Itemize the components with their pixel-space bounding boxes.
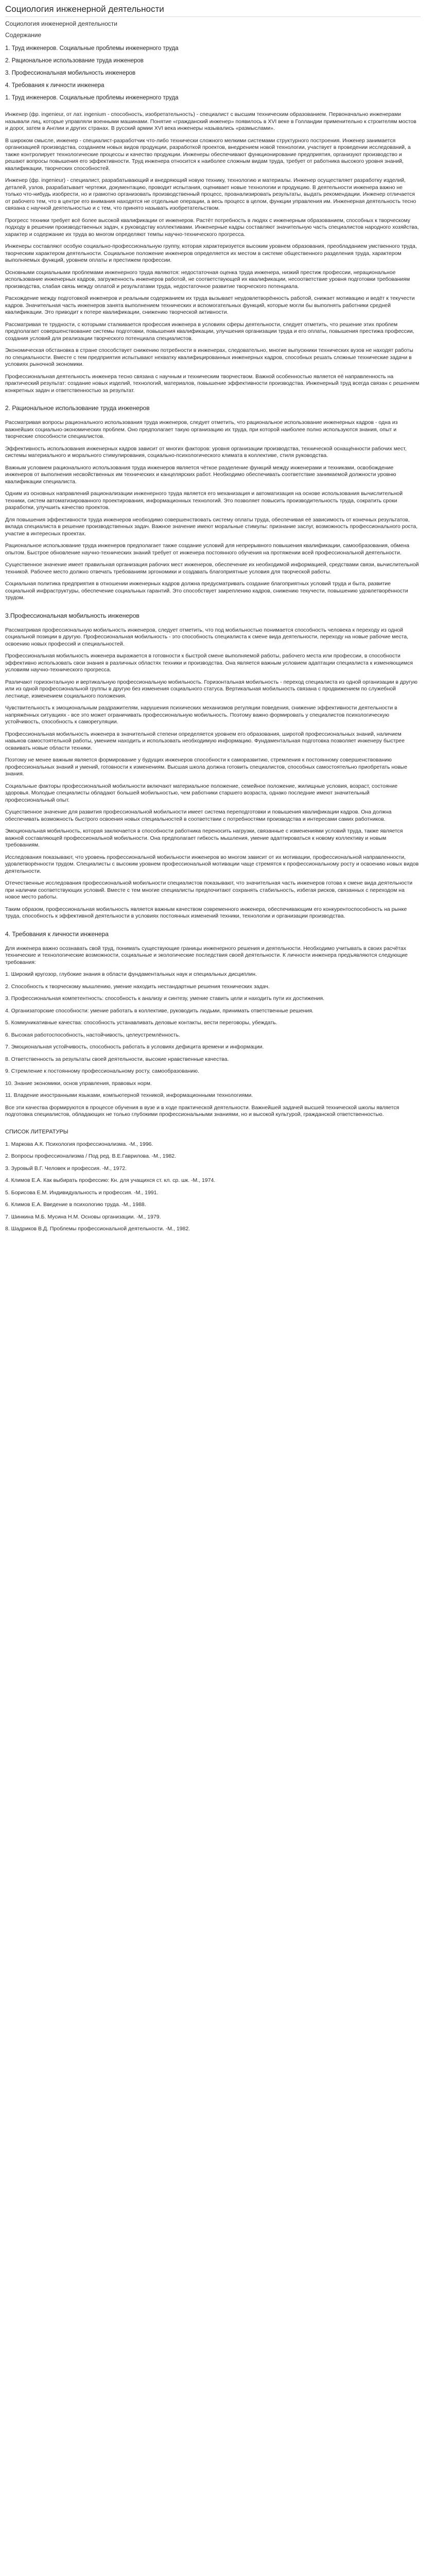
paragraph: Социальная политика предприятия в отношении инженерных кадров должна предусматривать создание благоприятных условий труда и быта, развитие социальной инфраструктуры, обеспечение социальных гарантий. Это способствует закреплению кадров, снижению текучести, повышению удовлетворённости трудом. (5, 581, 408, 601)
paragraph: Рассматривая вопросы рационального использования труда инженеров, следует отметить, что рациональное использование инженерных кадров - одна из важнейших социально-экономических проблем. Оно предполагает такую организацию их труда, при которой наиболее полно используются знания, опыт и творческие способности специалистов. (5, 419, 398, 439)
page-title: Социология инженерной деятельности (5, 4, 421, 17)
section-2 (5, 404, 421, 602)
paragraph: Все эти качества формируются в процессе обучения в вузе и в ходе практической деятельности. Важнейшей задачей высшей технической школы является подготовка специалистов, обладающих не только глубокими профессиональными знаниями, но и высокой культурой, гражданской ответственностью. (5, 1104, 399, 1117)
paragraph: Рациональное использование труда инженеров предполагает также создание условий для непрерывного повышения квалификации, самообразования, обмена опытом. Быстрое обновление научно-технических знаний требует от инженера постоянного обучения на протяжении всей профессиональной деятельности. (5, 543, 410, 556)
requirement-item: 7. Эмоциональная устойчивость, способность работать в условиях дефицита времени и информации. (5, 1044, 264, 1050)
paragraph: Инженер (фр. ingenieur) - специалист, разрабатывающий и внедряющий новую технику, технологию и материалы. Инженер осуществляет разработку изделий, деталей, узлов, разрабатывает чертежи, документацию, проводит испытания, оценивает новые технологии и продукцию. В деятельности инженера важно не только что-нибудь изобрести, но и грамотно организовать производственный процесс, проанализировать результаты, выдать рекомендации. Инженер отличается от рабочего тем, что в центре его внимания находятся не отдельные операции, а весь процесс в целом, функции управления им. Инженерная деятельность тесно связана с научной деятельностью и с тем, что принято называть изобретательством. (5, 177, 416, 211)
section-3-heading: 3.Профессиональная мобильность инженеров (5, 612, 139, 619)
paragraph: Эффективность использования инженерных кадров зависит от многих факторов: уровня организации производства, технической оснащённости рабочих мест, системы материального и морального стимулирования, социально-психологического климата в коллективе, стиля руководства. (5, 445, 407, 459)
toc-label: Содержание (5, 31, 42, 39)
paragraph: Важным условием рационального использования труда инженеров является чёткое разделение функций между инженерами и техниками, освобождение инженеров от выполнения несвойственных им технических и канцелярских работ. Необходимо обеспечивать соответствие занимаемой должности уровню квалификации специалиста. (5, 464, 396, 485)
toc-item[interactable]: 4. Требования к личности инженера (5, 82, 104, 89)
paragraph: Различают горизонтальную и вертикальную профессиональную мобильность. Горизонтальная мобильность - переход специалиста из одной организации в другую или из одной профессиональной группы в другую без изменения социального статуса. Вертикальная мобильность связана с продвижением по служебной лестнице, изменением социального положения. (5, 679, 417, 699)
paragraph: Таким образом, профессиональная мобильность является важным качеством современного инженера, обеспечивающим его конкурентоспособность на рынке труда, способность к эффективной деятельности в условиях постоянных изменений техники, технологии и организации производства. (5, 906, 407, 919)
paragraph: Отечественные исследования профессиональной мобильности специалистов показывают, что значительная часть инженеров готова к смене вида деятельности при наличии соответствующих условий. Вместе с тем многие специалисты предпочитают сохранять стабильность, избегая рисков, связанных с переходом на новое место работы. (5, 880, 413, 900)
requirement-item: 6. Высокая работоспособность, настойчивость, целеустремлённость. (5, 1031, 180, 1038)
paragraph: Профессиональная деятельность инженера тесно связана с научным и техническим творчеством. Важной особенностью является её направленность на практический результат: создание новых изделий, технологий, материалов, повышение эффективности производства. Инженерный труд всегда связан с решением конкретных задач и ответственностью за результат. (5, 373, 420, 394)
requirement-item: 2. Способность к творческому мышлению, умение находить нестандартные решения технических задач. (5, 983, 270, 990)
paragraph: Инженеры составляют особую социально-профессиональную группу, которая характеризуется высоким уровнем образования, преобладанием умственного труда, творческим характером деятельности. Социальное положение инженеров определяется их местом в системе общественного разделения труда, характером выполняемых функций, уровнем оплаты и престижем профессии. (5, 243, 417, 263)
paragraph: Для инженера важно осознавать свой труд, понимать существующие границы инженерного решения и деятельности. Необходимо учитывать в своих расчётах технические и технологические возможности, социальные и экологические последствия своей деятельности. К личности инженера предъявляются следующие требования: (5, 945, 408, 965)
paragraph: Одним из основных направлений рационализации инженерного труда является его механизация и автоматизация на основе использования вычислительной техники, систем автоматизированного проектирования, информационных технологий. Это позволяет повысить производительность труда, сократить сроки разработки, улучшить качество проектов. (5, 490, 403, 511)
paragraph: Исследования показывают, что уровень профессиональной мобильности инженеров во многом зависит от их мотивации, профессиональной направленности, удовлетворённости трудом. Специалисты с высоким уровнем профессиональной мотивации чаще стремятся к профессиональному росту и освоению новых видов деятельности. (5, 854, 419, 874)
reference-item: 1. Маркова А.К. Психология профессионализма. -М., 1996. (5, 1141, 153, 1147)
requirement-item: 5. Коммуникативные качества: способность устанавливать деловые контакты, вести переговоры, убеждать. (5, 1020, 277, 1026)
paragraph: Инженер (фр. ingenieur, от лат. ingenium - способность, изобретательность) - специалист с высшим техническим образованием. Первоначально инженерами называли лиц, которые управляли военными машинами. Понятие «гражданский инженер» появилось в XVI веке в Голландии применительно к строителям мостов и дорог, затем в Англии и других странах. В русский армии XVI века инженеры назывались «размыслами». (5, 111, 416, 131)
section-1 (5, 111, 421, 394)
section-2-heading: 2. Рациональное использование труда инженеров (5, 404, 150, 412)
section-4-heading: 4. Требования к личности инженера (5, 930, 109, 938)
paragraph: Для повышения эффективности труда инженеров необходимо совершенствовать систему оплаты труда, обеспечивая её зависимость от конечных результатов, вклада специалиста в решение производственных задач. Важное значение имеют моральные стимулы: признание заслуг, возможность профессионального роста, участие в интересных проектах. (5, 516, 418, 537)
references-heading: СПИСОК ЛИТЕРАТУРЫ (5, 1128, 68, 1135)
reference-item: 4. Климов Е.А. Как выбирать профессию: Кн. для учащихся ст. кл. ср. шк. -М., 1974. (5, 1177, 216, 1183)
paragraph: Социальные факторы профессиональной мобильности включают материальное положение, семейное положение, жилищные условия, возраст, состояние здоровья. Молодые специалисты обладают большей мобильностью, чем работники старшего возраста, однако последние имеют значительный профессиональный опыт. (5, 783, 398, 803)
paragraph: Чувствительность к эмоциональным раздражителям, нарушения психических механизмов регуляции поведения, снижение эффективности деятельности в напряжённых ситуациях - все это может ограничивать профессиональную мобильность. Поэтому важно формировать у специалистов психологическую устойчивость, способность к саморегуляции. (5, 705, 397, 725)
requirement-item: 11. Владение иностранными языками, компьютерной техникой, информационными технологиями. (5, 1092, 253, 1098)
paragraph: Существенное значение для развития профессиональной мобильности имеет система переподготовки и повышения квалификации кадров. Она должна обеспечивать возможность быстрого освоения новых специальностей в соответствии с потребностями производства и интересами самих работников. (5, 809, 392, 822)
requirement-item: 8. Ответственность за результаты своей деятельности, высокие нравственные качества. (5, 1056, 229, 1062)
paragraph: Прогресс техники требует всё более высокой квалификации от инженеров. Растёт потребность в людях с инженерным образованием, способных к творческому подходу в решении производственных задач, к руководству коллективами. Инженерные кадры составляют значительную часть специалистов народного хозяйства, характер и содержание их труда во многом определяют темпы научно-технического прогресса. (5, 217, 419, 238)
paragraph: Эмоциональная мобильность, которая заключается в способности работника переносить нагрузки, связанные с изменениями условий труда, также является важной составляющей профессиональной мобильности. Она предполагает гибкость мышления, умение адаптироваться к новому коллективу и новым требованиям. (5, 828, 403, 848)
paragraph: Существенное значение имеет правильная организация рабочих мест инженеров, обеспечение их необходимой информацией, средствами связи, вычислительной техникой. Рабочее место должно отвечать требованиям эргономики и создавать благоприятные условия для творческой работы. (5, 562, 419, 575)
reference-item: 2. Вопросы профессионализма / Под ред. В.Е.Гаврилова. -М., 1982. (5, 1153, 177, 1159)
table-of-contents (5, 45, 421, 102)
paragraph: Профессиональная мобильность инженера в значительной степени определяется уровнем его образования, широтой профессиональных знаний, наличием навыков самостоятельной работы, умением находить и использовать необходимую информацию. Фундаментальная подготовка позволяет инженеру быстрее осваивать новые области техники. (5, 731, 405, 751)
section-4 (5, 930, 421, 1118)
reference-item: 8. Шадриков В.Д. Проблемы профессиональной деятельности. -М., 1982. (5, 1226, 190, 1232)
document-subtitle: Социология инженерной деятельности (5, 20, 117, 27)
toc-item[interactable]: 1. Труд инженеров. Социальные проблемы инженерного труда (5, 45, 179, 52)
paragraph: Рассматривая профессиональную мобильность инженеров, следует отметить, что под мобильностью понимается способность человека к переходу из одной социальной позиции в другую. Профессиональная мобильность - это способность специалиста к смене вида деятельности, переходу на новые рабочие места, освоению новых профессий и специальностей. (5, 626, 409, 647)
toc-item[interactable]: 2. Рациональное использование труда инженеров (5, 58, 144, 64)
paragraph: Основными социальными проблемами инженерного труда являются: недостаточная оценка труда инженера, низкий престиж профессии, нерациональное использование инженерных кадров, загруженность инженеров работой, не соответствующей их квалификации, несоответствие уровня подготовки требованиям производства, слабая связь между оплатой и результатами труда, недостаточное развитие творческого потенциала. (5, 269, 410, 290)
paragraph: В широком смысле, инженер - специалист-разработчик что-либо технически сложного мелкими системами структурного построения. Инженер занимается организацией производства, созданием новых видов продукции, разработкой проектов, внедрением новой технологии, участвует в проведении исследований, а также контролирует технологические процессы и качество продукции. Инженеры обеспечивают функционирование предприятия, организуют производство и решают вопросы повышения его эффективности. Труд инженера относится к наиболее сложным видам труда, требует от работника высокого уровня знаний, квалификации, творческих способностей. (5, 137, 411, 172)
reference-item: 3. Зуровый В.Г. Человек и профессия. -М., 1972. (5, 1165, 127, 1172)
requirement-item: 9. Стремление к постоянному профессиональному росту, самообразованию. (5, 1068, 199, 1074)
document-page (0, 0, 426, 1253)
paragraph: Профессиональная мобильность инженера выражается в готовности к быстрой смене выполняемой работы, рабочего места или профессии, в способности эффективно использовать свои знания в различных областях техники и производства. Она является важным условием адаптации специалиста к изменяющимся условиям научно-технического прогресса. (5, 653, 413, 673)
section-3 (5, 612, 421, 920)
references-section (5, 1129, 421, 1233)
references-list (5, 1141, 421, 1233)
requirement-item: 1. Широкий кругозор, глубокие знания в области фундаментальных наук и специальных дисциплин. (5, 971, 257, 977)
reference-item: 7. Шинкина М.Б. Мусина Н.М. Основы организации. -М., 1979. (5, 1213, 161, 1220)
requirement-item: 3. Профессиональная компетентность: способность к анализу и синтезу, умение ставить цели и находить пути их достижения. (5, 995, 325, 1002)
section-1-heading: 1. Труд инженеров. Социальные проблемы инженерного труда (5, 95, 179, 101)
requirement-item: 10. Знание экономики, основ управления, правовых норм. (5, 1080, 152, 1087)
toc-item[interactable]: 3. Профессиональная мобильность инженеров (5, 70, 136, 76)
paragraph: Поэтому не менее важным является формирование у будущих инженеров способности к саморазвитию, стремления к постоянному совершенствованию профессиональных знаний и умений, готовности к изменениям. Высшая школа должна готовить специалистов, способных самостоятельно приобретать новые знания. (5, 757, 408, 777)
reference-item: 6. Климов Е.А. Введение в психологию труда. -М., 1988. (5, 1201, 146, 1208)
paragraph: Экономическая обстановка в стране способствует снижению потребности в инженерах, следовательно, многие выпускники технических вузов не находят работы по специальности. Вместе с тем предприятия испытывают нехватку квалифицированных инженерных кадров, способных решать сложные технические задачи в условиях рыночной экономики. (5, 347, 413, 367)
reference-item: 5. Борисова Е.М. Индивидуальность и профессия. -М., 1991. (5, 1189, 159, 1196)
paragraph: Расхождение между подготовкой инженеров и реальным содержанием их труда вызывает неудовлетворённость работой, снижает мотивацию и ведёт к текучести кадров. Значительная часть инженеров занята выполнением технических и вспомогательных функций, которые могли бы выполнять работники средней квалификации. Это приводит к потере квалификации, снижению творческой активности. (5, 295, 415, 315)
requirement-item: 4. Организаторские способности: умение работать в коллективе, руководить людьми, принимать ответственные решения. (5, 1007, 313, 1014)
paragraph: Рассматривая те трудности, с которыми сталкивается профессия инженера в условиях сферы деятельности, следует отметить, что решение этих проблем предполагает совершенствование системы подготовки, повышения квалификации, улучшения организации труда и его оплаты, повышения престижа профессии, создания условий для реализации творческого потенциала специалистов. (5, 321, 414, 342)
